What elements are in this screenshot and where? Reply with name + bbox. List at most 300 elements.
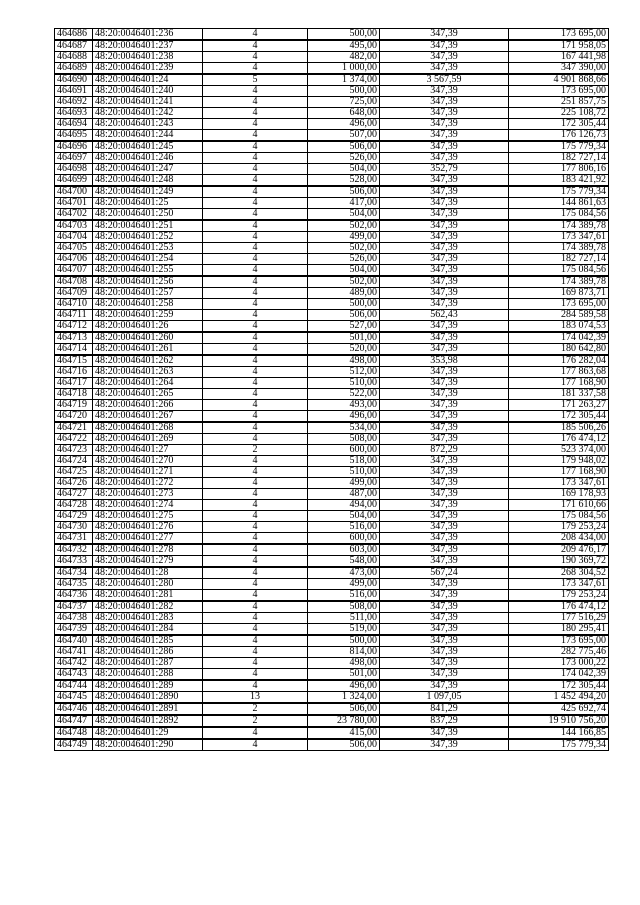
- table-row: [55, 635, 609, 647]
- row-id-cell: 464735: [55, 579, 93, 590]
- category-code-cell: 4: [203, 141, 308, 153]
- unit-value-cell: 347,39: [380, 739, 509, 751]
- row-id-cell: 464701: [55, 198, 93, 209]
- unit-value-cell: 352,79: [380, 164, 509, 175]
- category-code-cell: 4: [203, 52, 308, 63]
- cadastral-value-cell: 172 305,44: [509, 119, 609, 130]
- cadastral-value-cell: 209 476,17: [509, 544, 609, 556]
- row-id-cell: 464749: [55, 739, 93, 751]
- area-cell: 417,00: [308, 198, 380, 209]
- table-row: [55, 727, 609, 739]
- row-id-cell: 464734: [55, 567, 93, 579]
- table-row: [55, 489, 609, 500]
- cadastral-value-cell: 173 347,61: [509, 579, 609, 590]
- row-id-cell: 464722: [55, 434, 93, 445]
- unit-value-cell: 347,39: [380, 669, 509, 681]
- cadastral-number-cell: 48:20:0046401:240: [93, 86, 203, 97]
- cadastral-value-cell: 175 084,56: [509, 265, 609, 277]
- table-row: [55, 703, 609, 715]
- cadastral-value-cell: 173 347,61: [509, 232, 609, 243]
- unit-value-cell: 347,39: [380, 97, 509, 108]
- row-id-cell: 464704: [55, 232, 93, 243]
- category-code-cell: 4: [203, 29, 308, 41]
- area-cell: 504,00: [308, 209, 380, 221]
- unit-value-cell: 347,39: [380, 209, 509, 221]
- cadastral-value-cell: 179 253,24: [509, 590, 609, 602]
- area-cell: 482,00: [308, 52, 380, 63]
- table-row: [55, 63, 609, 75]
- row-id-cell: 464695: [55, 130, 93, 142]
- row-id-cell: 464731: [55, 533, 93, 545]
- cadastral-number-cell: 48:20:0046401:2890: [93, 692, 203, 704]
- category-code-cell: 4: [203, 209, 308, 221]
- table-row: [55, 276, 609, 288]
- area-cell: 501,00: [308, 332, 380, 344]
- table-row: [55, 321, 609, 333]
- cadastral-value-cell: 174 389,78: [509, 276, 609, 288]
- category-code-cell: 4: [203, 613, 308, 624]
- table-row: [55, 647, 609, 658]
- unit-value-cell: 347,39: [380, 635, 509, 647]
- row-id-cell: 464719: [55, 400, 93, 411]
- unit-value-cell: 347,39: [380, 422, 509, 434]
- cadastral-number-cell: 48:20:0046401:253: [93, 243, 203, 254]
- area-cell: 526,00: [308, 254, 380, 265]
- area-cell: 502,00: [308, 243, 380, 254]
- cadastral-number-cell: 48:20:0046401:246: [93, 153, 203, 164]
- category-code-cell: 4: [203, 400, 308, 411]
- row-id-cell: 464714: [55, 344, 93, 356]
- cadastral-number-cell: 48:20:0046401:25: [93, 198, 203, 209]
- row-id-cell: 464687: [55, 40, 93, 52]
- table-row: [55, 74, 609, 86]
- cadastral-number-cell: 48:20:0046401:272: [93, 478, 203, 489]
- unit-value-cell: 347,39: [380, 130, 509, 142]
- unit-value-cell: 347,39: [380, 52, 509, 63]
- category-code-cell: 4: [203, 344, 308, 356]
- row-id-cell: 464698: [55, 164, 93, 175]
- row-id-cell: 464717: [55, 378, 93, 389]
- row-id-cell: 464686: [55, 29, 93, 41]
- cadastral-number-cell: 48:20:0046401:236: [93, 29, 203, 41]
- cadastral-value-cell: 169 873,71: [509, 288, 609, 299]
- category-code-cell: 4: [203, 367, 308, 378]
- table-row: [55, 310, 609, 321]
- cadastral-number-cell: 48:20:0046401:288: [93, 669, 203, 681]
- cadastral-number-cell: 48:20:0046401:289: [93, 680, 203, 692]
- row-id-cell: 464710: [55, 299, 93, 310]
- unit-value-cell: 347,39: [380, 544, 509, 556]
- category-code-cell: 4: [203, 355, 308, 367]
- table-row: [55, 522, 609, 533]
- unit-value-cell: 347,39: [380, 232, 509, 243]
- category-code-cell: 4: [203, 500, 308, 511]
- row-id-cell: 464744: [55, 680, 93, 692]
- cadastral-number-cell: 48:20:0046401:24: [93, 74, 203, 86]
- unit-value-cell: 347,39: [380, 511, 509, 522]
- area-cell: 499,00: [308, 579, 380, 590]
- cadastral-number-cell: 48:20:0046401:2892: [93, 715, 203, 727]
- row-id-cell: 464699: [55, 175, 93, 187]
- cadastral-value-cell: 171 610,66: [509, 500, 609, 511]
- cadastral-number-cell: 48:20:0046401:284: [93, 624, 203, 636]
- cadastral-value-cell: 183 074,53: [509, 321, 609, 333]
- cadastral-value-cell: 176 282,04: [509, 355, 609, 367]
- category-code-cell: 4: [203, 265, 308, 277]
- area-cell: 520,00: [308, 344, 380, 356]
- cadastral-number-cell: 48:20:0046401:255: [93, 265, 203, 277]
- table-row: [55, 232, 609, 243]
- cadastral-value-cell: 173 695,00: [509, 299, 609, 310]
- unit-value-cell: 567,24: [380, 567, 509, 579]
- unit-value-cell: 347,39: [380, 254, 509, 265]
- table-row: [55, 624, 609, 636]
- cadastral-number-cell: 48:20:0046401:266: [93, 400, 203, 411]
- row-id-cell: 464715: [55, 355, 93, 367]
- area-cell: 23 780,00: [308, 715, 380, 727]
- unit-value-cell: 347,39: [380, 556, 509, 568]
- area-cell: 522,00: [308, 389, 380, 400]
- category-code-cell: 4: [203, 389, 308, 400]
- cadastral-number-cell: 48:20:0046401:247: [93, 164, 203, 175]
- table-row: [55, 209, 609, 221]
- table-row: [55, 344, 609, 356]
- cadastral-number-cell: 48:20:0046401:273: [93, 489, 203, 500]
- category-code-cell: 4: [203, 727, 308, 739]
- table-row: [55, 544, 609, 556]
- table-row: [55, 669, 609, 681]
- cadastral-value-cell: 177 806,16: [509, 164, 609, 175]
- cadastral-number-cell: 48:20:0046401:270: [93, 456, 203, 467]
- cadastral-value-cell: 185 506,26: [509, 422, 609, 434]
- category-code-cell: 4: [203, 40, 308, 52]
- cadastral-value-cell: 177 168,90: [509, 378, 609, 389]
- cadastral-value-cell: 177 168,90: [509, 467, 609, 478]
- cadastral-number-cell: 48:20:0046401:286: [93, 647, 203, 658]
- cadastral-number-cell: 48:20:0046401:290: [93, 739, 203, 751]
- row-id-cell: 464729: [55, 511, 93, 522]
- area-cell: 506,00: [308, 186, 380, 198]
- cadastral-value-cell: 144 861,63: [509, 198, 609, 209]
- row-id-cell: 464726: [55, 478, 93, 489]
- cadastral-number-cell: 48:20:0046401:278: [93, 544, 203, 556]
- cadastral-value-cell: 172 305,44: [509, 411, 609, 423]
- row-id-cell: 464737: [55, 601, 93, 613]
- table-row: [55, 198, 609, 209]
- area-cell: 506,00: [308, 739, 380, 751]
- cadastral-value-table: [54, 28, 609, 751]
- row-id-cell: 464702: [55, 209, 93, 221]
- cadastral-value-cell: 167 441,98: [509, 52, 609, 63]
- unit-value-cell: 347,39: [380, 658, 509, 669]
- area-cell: 500,00: [308, 29, 380, 41]
- cadastral-number-cell: 48:20:0046401:252: [93, 232, 203, 243]
- unit-value-cell: 347,39: [380, 29, 509, 41]
- cadastral-value-cell: 180 642,80: [509, 344, 609, 356]
- unit-value-cell: 872,29: [380, 445, 509, 456]
- table-row: [55, 378, 609, 389]
- area-cell: 500,00: [308, 86, 380, 97]
- cadastral-value-cell: 190 369,72: [509, 556, 609, 568]
- table-row: [55, 332, 609, 344]
- table-row: [55, 299, 609, 310]
- table-row: [55, 86, 609, 97]
- cadastral-number-cell: 48:20:0046401:258: [93, 299, 203, 310]
- cadastral-number-cell: 48:20:0046401:262: [93, 355, 203, 367]
- cadastral-value-cell: 169 178,93: [509, 489, 609, 500]
- unit-value-cell: 347,39: [380, 321, 509, 333]
- unit-value-cell: 347,39: [380, 522, 509, 533]
- cadastral-number-cell: 48:20:0046401:274: [93, 500, 203, 511]
- unit-value-cell: 347,39: [380, 175, 509, 187]
- cadastral-value-cell: 174 389,78: [509, 243, 609, 254]
- table-row: [55, 355, 609, 367]
- area-cell: 502,00: [308, 220, 380, 232]
- cadastral-value-cell: 347 390,00: [509, 63, 609, 75]
- cadastral-value-cell: 144 166,85: [509, 727, 609, 739]
- table-row: [55, 130, 609, 142]
- cadastral-number-cell: 48:20:0046401:267: [93, 411, 203, 423]
- cadastral-number-cell: 48:20:0046401:257: [93, 288, 203, 299]
- area-cell: 508,00: [308, 601, 380, 613]
- cadastral-value-cell: 176 474,12: [509, 434, 609, 445]
- table-row: [55, 511, 609, 522]
- row-id-cell: 464743: [55, 669, 93, 681]
- area-cell: 510,00: [308, 467, 380, 478]
- area-cell: 487,00: [308, 489, 380, 500]
- area-cell: 496,00: [308, 680, 380, 692]
- row-id-cell: 464693: [55, 108, 93, 119]
- area-cell: 507,00: [308, 130, 380, 142]
- row-id-cell: 464707: [55, 265, 93, 277]
- area-cell: 600,00: [308, 533, 380, 545]
- cadastral-number-cell: 48:20:0046401:280: [93, 579, 203, 590]
- cadastral-number-cell: 48:20:0046401:282: [93, 601, 203, 613]
- row-id-cell: 464746: [55, 703, 93, 715]
- area-cell: 512,00: [308, 367, 380, 378]
- category-code-cell: 4: [203, 243, 308, 254]
- cadastral-number-cell: 48:20:0046401:279: [93, 556, 203, 568]
- area-cell: 519,00: [308, 624, 380, 636]
- table-row: [55, 52, 609, 63]
- cadastral-value-cell: 175 779,34: [509, 141, 609, 153]
- cadastral-value-cell: 523 374,00: [509, 445, 609, 456]
- category-code-cell: 4: [203, 556, 308, 568]
- cadastral-value-cell: 4 901 868,66: [509, 74, 609, 86]
- area-cell: 814,00: [308, 647, 380, 658]
- row-id-cell: 464700: [55, 186, 93, 198]
- category-code-cell: 4: [203, 680, 308, 692]
- cadastral-value-cell: 179 253,24: [509, 522, 609, 533]
- area-cell: 498,00: [308, 658, 380, 669]
- area-cell: 496,00: [308, 411, 380, 423]
- category-code-cell: 4: [203, 647, 308, 658]
- row-id-cell: 464742: [55, 658, 93, 669]
- cadastral-number-cell: 48:20:0046401:244: [93, 130, 203, 142]
- row-id-cell: 464748: [55, 727, 93, 739]
- area-cell: 511,00: [308, 613, 380, 624]
- row-id-cell: 464697: [55, 153, 93, 164]
- unit-value-cell: 347,39: [380, 601, 509, 613]
- unit-value-cell: 347,39: [380, 456, 509, 467]
- row-id-cell: 464727: [55, 489, 93, 500]
- cadastral-number-cell: 48:20:0046401:251: [93, 220, 203, 232]
- unit-value-cell: 347,39: [380, 680, 509, 692]
- table-row: [55, 243, 609, 254]
- table-row: [55, 601, 609, 613]
- area-cell: 528,00: [308, 175, 380, 187]
- category-code-cell: 4: [203, 411, 308, 423]
- category-code-cell: 4: [203, 288, 308, 299]
- cadastral-number-cell: 48:20:0046401:263: [93, 367, 203, 378]
- area-cell: 500,00: [308, 299, 380, 310]
- area-cell: 415,00: [308, 727, 380, 739]
- cadastral-number-cell: 48:20:0046401:275: [93, 511, 203, 522]
- unit-value-cell: 347,39: [380, 624, 509, 636]
- row-id-cell: 464712: [55, 321, 93, 333]
- category-code-cell: 2: [203, 445, 308, 456]
- area-cell: 648,00: [308, 108, 380, 119]
- cadastral-value-cell: 179 948,02: [509, 456, 609, 467]
- table-row: [55, 400, 609, 411]
- unit-value-cell: 353,98: [380, 355, 509, 367]
- cadastral-number-cell: 48:20:0046401:243: [93, 119, 203, 130]
- area-cell: 548,00: [308, 556, 380, 568]
- area-cell: 489,00: [308, 288, 380, 299]
- table-row: [55, 108, 609, 119]
- unit-value-cell: 837,29: [380, 715, 509, 727]
- area-cell: 498,00: [308, 355, 380, 367]
- category-code-cell: 4: [203, 489, 308, 500]
- unit-value-cell: 347,39: [380, 467, 509, 478]
- row-id-cell: 464692: [55, 97, 93, 108]
- category-code-cell: 4: [203, 478, 308, 489]
- table-row: [55, 265, 609, 277]
- table-row: [55, 533, 609, 545]
- cadastral-value-cell: 19 910 756,20: [509, 715, 609, 727]
- cadastral-value-cell: 225 108,72: [509, 108, 609, 119]
- category-code-cell: 4: [203, 164, 308, 175]
- cadastral-value-cell: 268 304,52: [509, 567, 609, 579]
- area-cell: 1 000,00: [308, 63, 380, 75]
- category-code-cell: 4: [203, 186, 308, 198]
- cadastral-value-cell: 182 727,14: [509, 254, 609, 265]
- table-row: [55, 288, 609, 299]
- category-code-cell: 4: [203, 198, 308, 209]
- table-row: [55, 389, 609, 400]
- category-code-cell: 4: [203, 422, 308, 434]
- cadastral-value-cell: 175 779,34: [509, 186, 609, 198]
- category-code-cell: 13: [203, 692, 308, 704]
- category-code-cell: 4: [203, 153, 308, 164]
- area-cell: 1 324,00: [308, 692, 380, 704]
- category-code-cell: 4: [203, 321, 308, 333]
- table-row: [55, 29, 609, 41]
- table-row: [55, 500, 609, 511]
- area-cell: 506,00: [308, 310, 380, 321]
- cadastral-number-cell: 48:20:0046401:239: [93, 63, 203, 75]
- area-cell: 473,00: [308, 567, 380, 579]
- table-row: [55, 715, 609, 727]
- cadastral-number-cell: 48:20:0046401:28: [93, 567, 203, 579]
- row-id-cell: 464688: [55, 52, 93, 63]
- table-row: [55, 97, 609, 108]
- table-body: [55, 29, 609, 751]
- table-row: [55, 445, 609, 456]
- cadastral-number-cell: 48:20:0046401:268: [93, 422, 203, 434]
- row-id-cell: 464730: [55, 522, 93, 533]
- cadastral-number-cell: 48:20:0046401:2891: [93, 703, 203, 715]
- table-row: [55, 254, 609, 265]
- area-cell: 496,00: [308, 119, 380, 130]
- category-code-cell: 4: [203, 522, 308, 533]
- category-code-cell: 4: [203, 175, 308, 187]
- unit-value-cell: 347,39: [380, 299, 509, 310]
- table-row: [55, 613, 609, 624]
- table-row: [55, 590, 609, 602]
- cadastral-number-cell: 48:20:0046401:242: [93, 108, 203, 119]
- category-code-cell: 4: [203, 299, 308, 310]
- table-row: [55, 411, 609, 423]
- category-code-cell: 4: [203, 254, 308, 265]
- row-id-cell: 464736: [55, 590, 93, 602]
- row-id-cell: 464728: [55, 500, 93, 511]
- row-id-cell: 464706: [55, 254, 93, 265]
- table-row: [55, 40, 609, 52]
- row-id-cell: 464747: [55, 715, 93, 727]
- category-code-cell: 4: [203, 624, 308, 636]
- table-row: [55, 164, 609, 175]
- row-id-cell: 464740: [55, 635, 93, 647]
- row-id-cell: 464721: [55, 422, 93, 434]
- category-code-cell: 4: [203, 567, 308, 579]
- unit-value-cell: 347,39: [380, 288, 509, 299]
- category-code-cell: 4: [203, 108, 308, 119]
- unit-value-cell: 347,39: [380, 579, 509, 590]
- category-code-cell: 4: [203, 511, 308, 522]
- area-cell: 600,00: [308, 445, 380, 456]
- cadastral-number-cell: 48:20:0046401:264: [93, 378, 203, 389]
- unit-value-cell: 347,39: [380, 276, 509, 288]
- row-id-cell: 464690: [55, 74, 93, 86]
- unit-value-cell: 347,39: [380, 108, 509, 119]
- table-row: [55, 579, 609, 590]
- category-code-cell: 4: [203, 739, 308, 751]
- area-cell: 501,00: [308, 669, 380, 681]
- area-cell: 506,00: [308, 703, 380, 715]
- cadastral-value-cell: 208 434,00: [509, 533, 609, 545]
- unit-value-cell: 347,39: [380, 500, 509, 511]
- cadastral-value-cell: 284 589,58: [509, 310, 609, 321]
- unit-value-cell: 347,39: [380, 533, 509, 545]
- area-cell: 516,00: [308, 590, 380, 602]
- unit-value-cell: 347,39: [380, 647, 509, 658]
- area-cell: 526,00: [308, 153, 380, 164]
- unit-value-cell: 347,39: [380, 119, 509, 130]
- cadastral-number-cell: 48:20:0046401:238: [93, 52, 203, 63]
- cadastral-number-cell: 48:20:0046401:287: [93, 658, 203, 669]
- unit-value-cell: 841,29: [380, 703, 509, 715]
- unit-value-cell: 347,39: [380, 378, 509, 389]
- row-id-cell: 464723: [55, 445, 93, 456]
- category-code-cell: 4: [203, 119, 308, 130]
- category-code-cell: 4: [203, 378, 308, 389]
- cadastral-value-cell: 174 042,39: [509, 669, 609, 681]
- unit-value-cell: 347,39: [380, 332, 509, 344]
- unit-value-cell: 347,39: [380, 411, 509, 423]
- row-id-cell: 464696: [55, 141, 93, 153]
- row-id-cell: 464733: [55, 556, 93, 568]
